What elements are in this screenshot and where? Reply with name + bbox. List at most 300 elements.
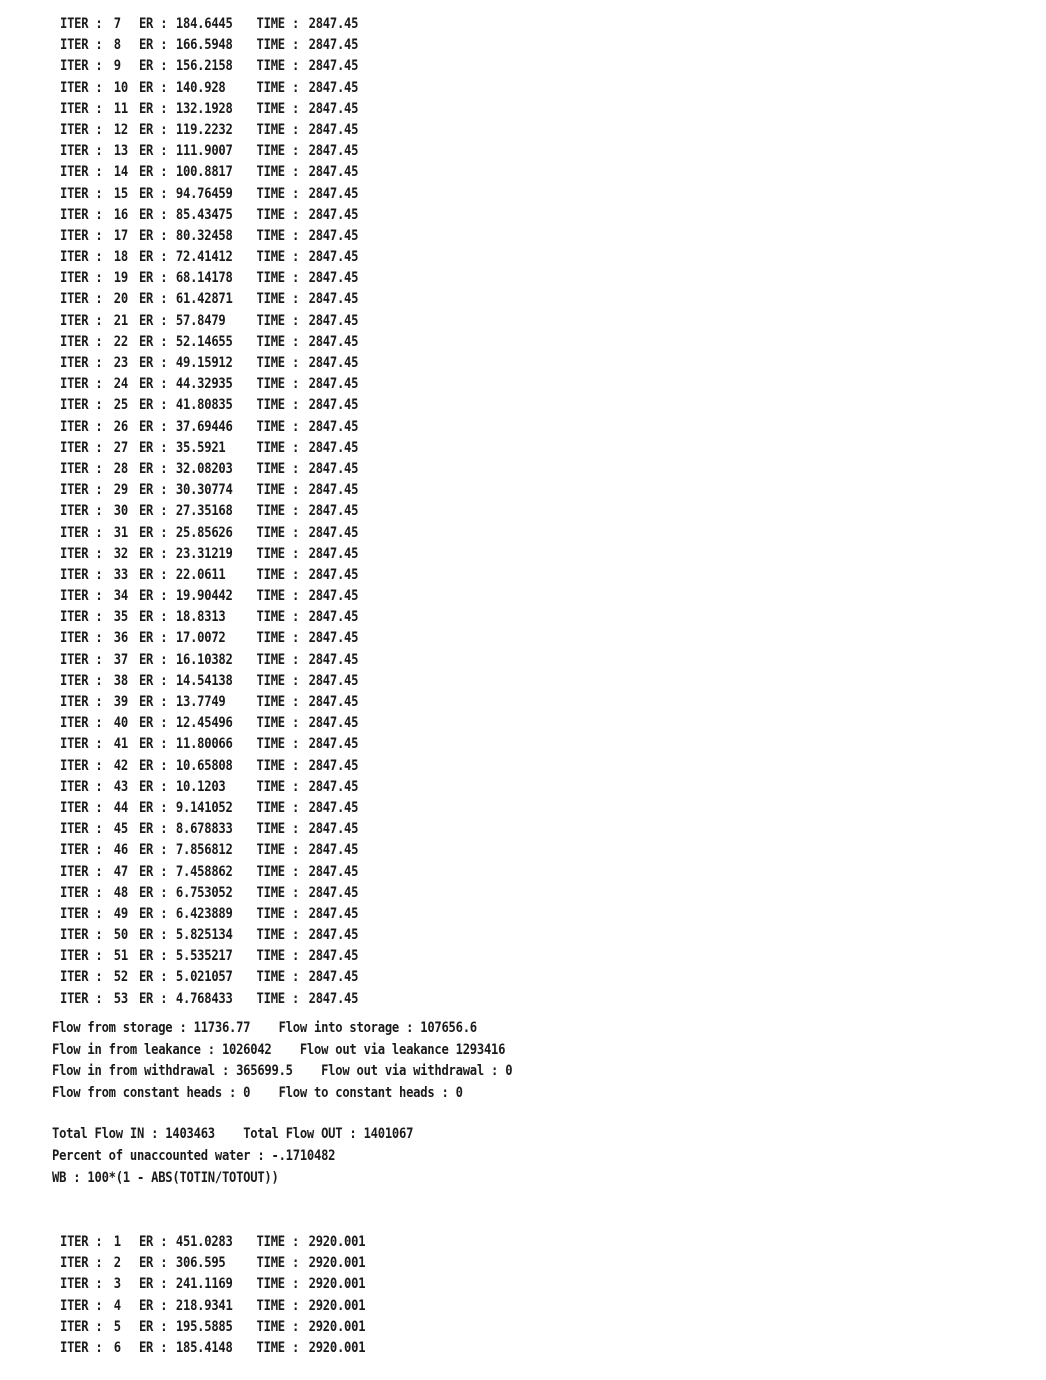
iter-label: ITER : (60, 482, 103, 499)
iteration-row (60, 501, 358, 522)
iter-label: ITER : (60, 503, 103, 520)
iter-label: ITER : (60, 863, 103, 880)
iteration-row (60, 544, 358, 565)
time-value: 2847.45 (308, 206, 359, 223)
er-value: 100.8817 (175, 164, 233, 181)
iter-number: 27 (113, 439, 128, 456)
iter-number: 31 (113, 524, 128, 541)
iteration-row (60, 883, 358, 904)
iter-number: 36 (113, 630, 128, 647)
iter-number: 5 (113, 1318, 121, 1335)
iteration-row (60, 713, 358, 734)
total-flow-out: Total Flow OUT : 1401067 (243, 1126, 414, 1143)
er-value: 41.80835 (175, 397, 233, 414)
iter-label: ITER : (60, 1276, 103, 1293)
er-label: ER : (138, 609, 168, 626)
iter-number: 34 (113, 588, 128, 605)
time-value: 2847.45 (308, 355, 359, 371)
iteration-row (60, 777, 358, 798)
iter-label: ITER : (60, 270, 103, 287)
iter-number: 30 (113, 503, 128, 520)
er-label: ER : (138, 121, 168, 138)
iter-number: 26 (113, 418, 128, 435)
iter-label: ITER : (60, 694, 103, 710)
er-value: 35.5921 (175, 439, 226, 456)
time-value: 2847.45 (308, 185, 359, 202)
iter-label: ITER : (60, 333, 103, 350)
iter-label: ITER : (60, 799, 103, 816)
iter-number: 19 (113, 270, 128, 287)
iter-label: ITER : (60, 291, 103, 308)
iteration-row (60, 840, 358, 861)
iteration-row (60, 1232, 365, 1253)
iter-number: 21 (113, 312, 128, 329)
iteration-row (60, 628, 358, 649)
iter-label: ITER : (60, 778, 103, 795)
time-label: TIME : (256, 333, 300, 350)
iteration-row (60, 78, 358, 99)
er-value: 44.32935 (175, 376, 233, 393)
time-value: 2847.45 (308, 545, 359, 562)
er-label: ER : (138, 418, 168, 435)
flow-in-from-withdrawal: Flow in from withdrawal : 365699.5 (52, 1063, 293, 1080)
time-label: TIME : (256, 418, 300, 435)
time-value: 2847.45 (308, 16, 359, 32)
time-label: TIME : (256, 185, 300, 202)
time-value: 2847.45 (308, 799, 359, 816)
iter-label: ITER : (60, 249, 103, 266)
er-label: ER : (138, 397, 168, 414)
iteration-row (60, 120, 358, 141)
er-value: 7.458862 (175, 863, 233, 880)
iter-number: 10 (113, 79, 128, 96)
time-value: 2847.45 (308, 948, 359, 965)
iter-label (102, 10, 156, 11)
time-label: TIME : (256, 736, 300, 753)
time-label: TIME : (256, 58, 300, 75)
iteration-row (60, 586, 358, 607)
iteration-row (60, 14, 358, 35)
iter-label: ITER : (60, 927, 103, 944)
iteration-row (60, 862, 358, 883)
iter-number: 7 (113, 16, 121, 32)
partial-bottom-row (60, 1370, 205, 1380)
time-label: TIME : (256, 990, 300, 1007)
iteration-row (60, 162, 358, 183)
iter-label: ITER : (60, 1318, 103, 1335)
iteration-log-block-1 (60, 14, 415, 1010)
time-label: TIME : (256, 376, 300, 393)
flow-in-from-leakance: Flow in from leakance : 1026042 (52, 1041, 272, 1058)
iter-label: ITER : (60, 884, 103, 901)
er-label: ER : (138, 884, 168, 901)
er-value: 306.595 (175, 1255, 226, 1272)
iteration-row (60, 819, 358, 840)
iteration-row (60, 798, 358, 819)
time-value: 2847.45 (308, 905, 359, 922)
iter-number: 37 (113, 651, 128, 668)
er-label: ER : (138, 715, 168, 732)
iter-label: ITER : (60, 121, 103, 138)
iteration-row (60, 523, 358, 544)
iteration-row (60, 35, 358, 56)
iter-number: 11 (113, 100, 128, 117)
iteration-row (60, 480, 358, 501)
time-label: TIME : (256, 715, 300, 732)
time-label: TIME : (256, 545, 300, 562)
iteration-row (60, 607, 358, 628)
time-label: TIME : (256, 524, 300, 541)
iteration-row (60, 289, 358, 310)
iter-label: ITER : (60, 397, 103, 414)
flow-out-via-leakance: Flow out via leakance 1293416 (299, 1041, 506, 1058)
er-value: 27.35168 (175, 503, 233, 520)
er-label: ER : (138, 969, 168, 986)
time-value: 2920.001 (308, 1318, 366, 1335)
iter-label: ITER : (60, 905, 103, 922)
time-value: 2847.45 (308, 969, 359, 986)
iter-number: 39 (113, 694, 128, 710)
er-value: 9.141052 (175, 799, 233, 816)
er-value: 17.0072 (175, 630, 226, 647)
time-label: TIME : (256, 821, 300, 838)
er-label: ER : (138, 905, 168, 922)
withdrawal-flow-line (52, 1061, 512, 1083)
iter-label: ITER : (60, 1297, 103, 1314)
iter-number: 35 (113, 609, 128, 626)
time-label: TIME : (256, 482, 300, 499)
iter-label: ITER : (60, 79, 103, 96)
iteration-row (60, 1274, 365, 1295)
iter-label: ITER : (60, 16, 103, 32)
time-value: 2847.45 (308, 227, 359, 244)
iter-label: ITER : (60, 227, 103, 244)
er-label: ER : (138, 37, 168, 54)
iter-number: 33 (113, 566, 128, 583)
iter-number: 3 (113, 1276, 121, 1293)
iter-label: ITER : (60, 672, 103, 689)
iter-label: ITER : (60, 545, 103, 562)
er-value: 6.423889 (175, 905, 233, 922)
flow-summary (52, 1018, 600, 1189)
time-label: TIME : (256, 291, 300, 308)
iter-number: 49 (113, 905, 128, 922)
er-value: 8.678833 (175, 821, 233, 838)
er-label: ER : (138, 1276, 168, 1293)
time-value: 2847.45 (308, 418, 359, 435)
er-label: ER : (138, 694, 168, 710)
time-label: TIME : (256, 355, 300, 371)
er-label: ER : (138, 1339, 168, 1356)
time-value: 2847.45 (308, 164, 359, 181)
iter-number: 38 (113, 672, 128, 689)
time-label: TIME : (256, 1234, 300, 1250)
percent-unaccounted-line: Percent of unaccounted water : -.1710482 (52, 1147, 336, 1164)
iter-number: 45 (113, 821, 128, 838)
er-value: 5.825134 (175, 927, 233, 944)
er-value: 37.69446 (175, 418, 233, 435)
er-value: 13.7749 (175, 694, 226, 710)
er-value: 6.753052 (175, 884, 233, 901)
iter-number: 2 (113, 1255, 121, 1272)
er-label: ER : (138, 588, 168, 605)
time-label: TIME : (256, 927, 300, 944)
er-label: ER : (138, 164, 168, 181)
time-label: TIME : (256, 609, 300, 626)
iter-label: ITER : (60, 757, 103, 774)
er-label: ER : (138, 100, 168, 117)
time-label: TIME : (256, 460, 300, 477)
time-value: 2847.45 (308, 100, 359, 117)
er-value: 451.0283 (175, 1234, 233, 1250)
iteration-log-block-2 (60, 1232, 423, 1359)
iter-label: ITER : (60, 460, 103, 477)
er-label: ER : (138, 439, 168, 456)
iter-label: ITER : (60, 1234, 103, 1250)
iteration-row (60, 734, 358, 755)
er-value: 18.8313 (175, 609, 226, 626)
iter-label: ITER : (60, 736, 103, 753)
iteration-row (60, 967, 358, 988)
time-label: TIME : (256, 694, 300, 710)
er-value: 5.535217 (175, 948, 233, 965)
time-value: 2847.45 (308, 79, 359, 96)
total-flow-line (52, 1124, 512, 1146)
er-value: 49.15912 (175, 355, 233, 371)
leakance-flow-line (52, 1040, 512, 1062)
er-label: ER : (138, 566, 168, 583)
iter-number: 43 (113, 778, 128, 795)
er-label: ER : (138, 524, 168, 541)
time-label (299, 10, 351, 11)
er-label: ER : (138, 482, 168, 499)
iteration-row (60, 56, 358, 77)
time-value: 2920.001 (308, 1234, 366, 1250)
er-label: ER : (138, 1234, 168, 1250)
er-label: ER : (138, 227, 168, 244)
time-label: TIME : (256, 842, 300, 859)
er-value: 14.54138 (175, 672, 233, 689)
iter-number: 1 (113, 1234, 121, 1250)
time-value: 2847.45 (308, 397, 359, 414)
time-value: 2847.45 (308, 694, 359, 710)
iter-label: ITER : (60, 100, 103, 117)
iter-number: 42 (113, 757, 128, 774)
er-label: ER : (138, 863, 168, 880)
iter-label: ITER : (60, 418, 103, 435)
partial-top-row (60, 0, 466, 11)
time-value: 2920.001 (308, 1297, 366, 1314)
time-label: TIME : (256, 121, 300, 138)
er-label: ER : (138, 58, 168, 75)
er-label: ER : (138, 778, 168, 795)
iter-label: ITER : (60, 1339, 103, 1356)
er-value: 140.928 (175, 79, 226, 96)
er-label: ER : (138, 185, 168, 202)
time-value: 2847.45 (308, 291, 359, 308)
er-label: ER : (138, 79, 168, 96)
iteration-row (60, 946, 358, 967)
iter-number: 23 (113, 355, 128, 371)
time-label: TIME : (256, 16, 300, 32)
iter-number: 9 (113, 58, 121, 75)
er-label: ER : (138, 757, 168, 774)
er-label: ER : (138, 799, 168, 816)
time-label: TIME : (256, 312, 300, 329)
time-label: TIME : (256, 905, 300, 922)
time-value: 2920.001 (308, 1276, 366, 1293)
er-value: 7.856812 (175, 842, 233, 859)
time-label: TIME : (256, 884, 300, 901)
er-value: 19.90442 (175, 588, 233, 605)
iter-number: 18 (113, 249, 128, 266)
iter-label: ITER : (60, 1255, 103, 1272)
time-label: TIME : (256, 227, 300, 244)
iter-number: 4 (113, 1297, 121, 1314)
iteration-row (60, 1317, 365, 1338)
er-label: ER : (138, 927, 168, 944)
iteration-row (60, 925, 358, 946)
iteration-row (60, 565, 358, 586)
er-label: ER : (138, 948, 168, 965)
iter-number: 53 (113, 990, 128, 1007)
time-label: TIME : (256, 863, 300, 880)
time-label: TIME : (256, 143, 300, 160)
er-value: 61.42871 (175, 291, 233, 308)
iter-label: ITER : (60, 566, 103, 583)
er-value: 85.43475 (175, 206, 233, 223)
er-value: 156.2158 (175, 58, 233, 75)
time-value: 2920.001 (308, 1255, 366, 1272)
iteration-row (60, 226, 358, 247)
time-value: 2847.45 (308, 990, 359, 1007)
er-label: ER : (138, 270, 168, 287)
iteration-row (60, 247, 358, 268)
time-value: 2847.45 (308, 524, 359, 541)
iter-number: 24 (113, 376, 128, 393)
er-label: ER : (138, 545, 168, 562)
er-value: 23.31219 (175, 545, 233, 562)
er-value: 16.10382 (175, 651, 233, 668)
iter-number: 48 (113, 884, 128, 901)
time-label: TIME : (256, 969, 300, 986)
iter-label: ITER : (60, 164, 103, 181)
time-label: TIME : (256, 1255, 300, 1272)
er-value: 22.0611 (175, 566, 226, 583)
iter-number: 20 (113, 291, 128, 308)
er-value: 57.8479 (175, 312, 226, 329)
time-value: 2847.45 (308, 249, 359, 266)
iter-number (156, 10, 181, 11)
er-label: ER : (138, 143, 168, 160)
iteration-row (60, 141, 358, 162)
iteration-row (60, 184, 358, 205)
time-label: TIME : (256, 1339, 300, 1356)
iter-label: ITER : (60, 376, 103, 393)
er-label: ER : (138, 249, 168, 266)
time-label: TIME : (256, 503, 300, 520)
time-value: 2847.45 (308, 503, 359, 520)
time-value: 2920.001 (308, 1339, 366, 1356)
time-value: 2847.45 (308, 121, 359, 138)
time-value: 2847.45 (308, 715, 359, 732)
iteration-row (60, 756, 358, 777)
iter-label: ITER : (60, 355, 103, 371)
time-value: 2847.45 (308, 376, 359, 393)
iteration-row (60, 205, 358, 226)
iter-number: 52 (113, 969, 128, 986)
er-label: ER : (138, 672, 168, 689)
iter-number: 14 (113, 164, 128, 181)
er-value: 166.5948 (175, 37, 233, 54)
time-value: 2847.45 (308, 460, 359, 477)
er-value: 25.85626 (175, 524, 233, 541)
iter-number: 16 (113, 206, 128, 223)
er-label: ER : (138, 1255, 168, 1272)
iter-number: 40 (113, 715, 128, 732)
time-label: TIME : (256, 249, 300, 266)
time-value: 2847.45 (308, 270, 359, 287)
iteration-row (60, 268, 358, 289)
iteration-row (60, 438, 358, 459)
wb-formula-line: WB : 100*(1 - ABS(TOTIN/TOTOUT)) (52, 1169, 279, 1186)
time-label: TIME : (256, 630, 300, 647)
iter-label: ITER : (60, 630, 103, 647)
iter-label: ITER : (60, 821, 103, 838)
storage-flow-line (52, 1018, 512, 1040)
iter-label: ITER : (60, 58, 103, 75)
er-value: 5.021057 (175, 969, 233, 986)
iter-number: 17 (113, 227, 128, 244)
time-label: TIME : (256, 164, 300, 181)
er-label: ER : (138, 355, 168, 371)
iteration-row (60, 417, 358, 438)
er-value: 72.41412 (175, 249, 233, 266)
time-label: TIME : (256, 439, 300, 456)
flow-out-via-withdrawal: Flow out via withdrawal : 0 (321, 1063, 513, 1080)
iteration-row (60, 1253, 365, 1274)
iter-number: 13 (113, 143, 128, 160)
er-value: 185.4148 (175, 1339, 233, 1356)
er-value: 184.6445 (175, 16, 233, 32)
time-label: TIME : (256, 79, 300, 96)
iter-label: ITER : (60, 990, 103, 1007)
time-value: 2847.45 (308, 333, 359, 350)
er-label: ER : (138, 312, 168, 329)
iteration-row (60, 311, 358, 332)
iter-label: ITER : (60, 651, 103, 668)
er-value: 32.08203 (175, 460, 233, 477)
time-label: TIME : (256, 672, 300, 689)
time-label: TIME : (256, 37, 300, 54)
iter-label: ITER : (60, 206, 103, 223)
er-value: 218.9341 (175, 1297, 233, 1314)
iter-number: 47 (113, 863, 128, 880)
total-flow-in: Total Flow IN : 1403463 (52, 1126, 215, 1143)
time-label: TIME : (256, 397, 300, 414)
er-label: ER : (138, 333, 168, 350)
flow-from-storage: Flow from storage : 11736.77 (52, 1020, 251, 1036)
er-value: 119.2232 (175, 121, 233, 138)
er-value: 10.65808 (175, 757, 233, 774)
time-value: 2847.45 (308, 672, 359, 689)
iter-number: 51 (113, 948, 128, 965)
iteration-row (60, 692, 358, 713)
iter-label: ITER : (60, 37, 103, 54)
iteration-row (60, 99, 358, 120)
time-value: 2847.45 (308, 736, 359, 753)
er-label: ER : (138, 1318, 168, 1335)
